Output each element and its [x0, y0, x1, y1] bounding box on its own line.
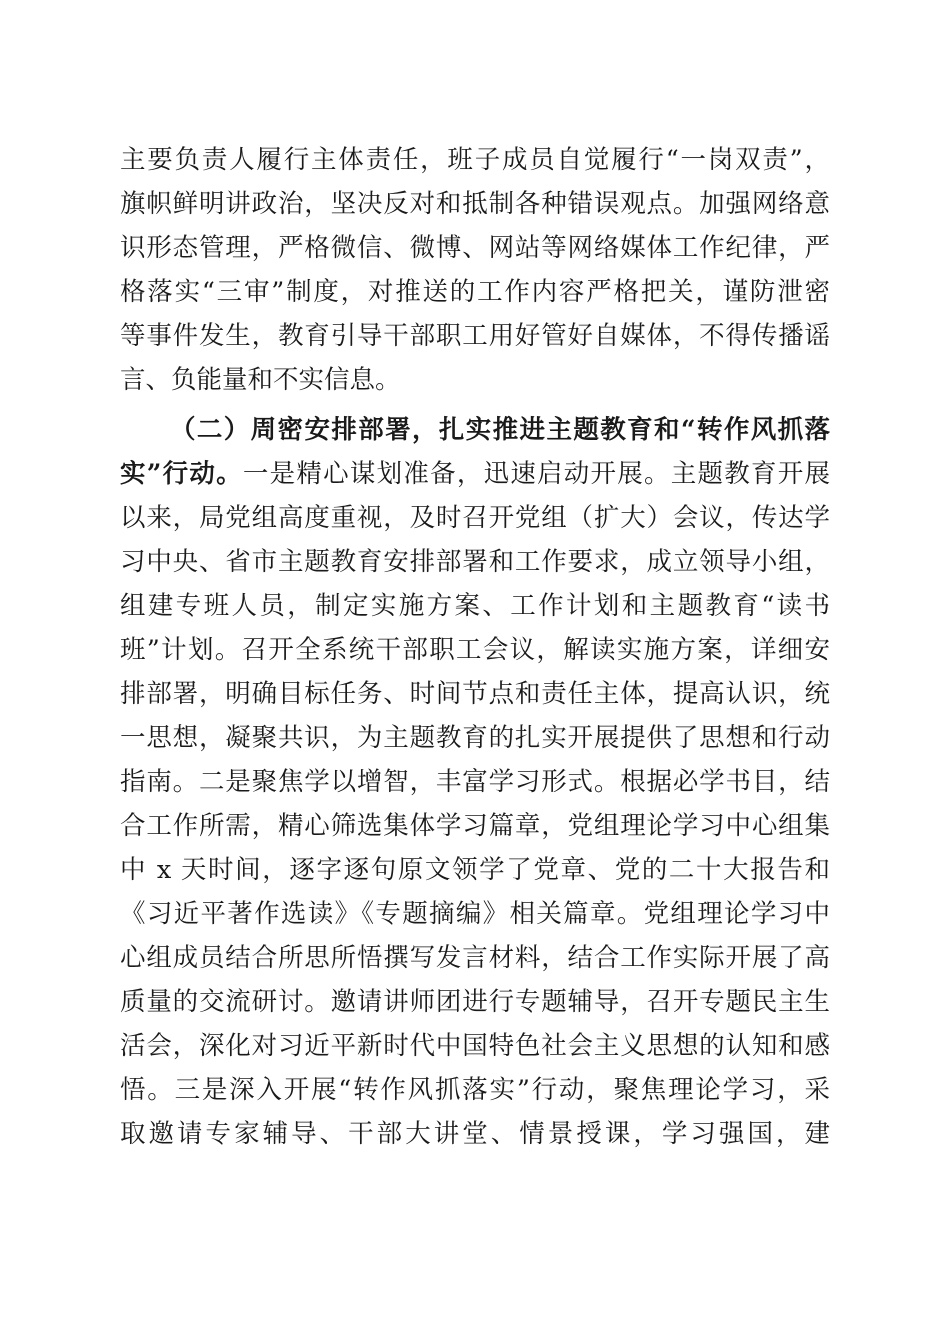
text-line-rest: 一是精心谋划准备，迅速启动开展。主题教育开展 [242, 459, 830, 489]
text-line: 中 x 天时间，逐字逐句原文领学了党章、党的二十大报告和 [120, 855, 830, 885]
text-line: 活会，深化对习近平新时代中国特色社会主义思想的认知和感 [120, 1031, 830, 1061]
section-heading: （二）周密安排部署，扎实推进主题教育和“转作风抓落 [170, 415, 830, 445]
text-line: 合工作所需，精心筛选集体学习篇章，党组理论学习中心组集 [120, 811, 830, 841]
text-line: 班”计划。召开全系统干部职工会议，解读实施方案，详细安 [120, 635, 830, 665]
text-line: 取邀请专家辅导、干部大讲堂、情景授课，学习强国，建 [120, 1119, 830, 1149]
text-line: 习中央、省市主题教育安排部署和工作要求，成立领导小组， [120, 547, 830, 577]
section-heading-end: 实”行动。 [120, 459, 243, 489]
text-line: 悟。三是深入开展“转作风抓落实”行动，聚焦理论学习，采 [120, 1075, 830, 1105]
text-line: 《习近平著作选读》《专题摘编》相关篇章。党组理论学习中 [120, 899, 830, 929]
text-line: 组建专班人员，制定实施方案、工作计划和主题教育“读书 [120, 591, 830, 621]
text-line: 主要负责人履行主体责任，班子成员自觉履行“一岗双责”， [120, 145, 830, 175]
text-line-mixed [120, 454, 830, 494]
text-line: 排部署，明确目标任务、时间节点和责任主体，提高认识，统 [120, 679, 830, 709]
text-line: 以来，局党组高度重视，及时召开党组（扩大）会议，传达学 [120, 503, 830, 533]
text-line: 识形态管理，严格微信、微博、网站等网络媒体工作纪律，严 [120, 233, 830, 263]
text-line: 心组成员结合所思所悟撰写发言材料，结合工作实际开展了高 [120, 943, 830, 973]
text-line: 言、负能量和不实信息。 [120, 365, 401, 395]
text-line: 质量的交流研讨。邀请讲师团进行专题辅导，召开专题民主生 [120, 987, 830, 1017]
text-line: 一思想，凝聚共识，为主题教育的扎实开展提供了思想和行动 [120, 723, 830, 753]
text-line: 旗帜鲜明讲政治，坚决反对和抵制各种错误观点。加强网络意 [120, 189, 830, 219]
text-line: 等事件发生，教育引导干部职工用好管好自媒体，不得传播谣 [120, 321, 830, 351]
text-line: 指南。二是聚焦学以增智，丰富学习形式。根据必学书目，结 [120, 767, 830, 797]
text-line: 格落实“三审”制度，对推送的工作内容严格把关，谨防泄密 [120, 277, 830, 307]
